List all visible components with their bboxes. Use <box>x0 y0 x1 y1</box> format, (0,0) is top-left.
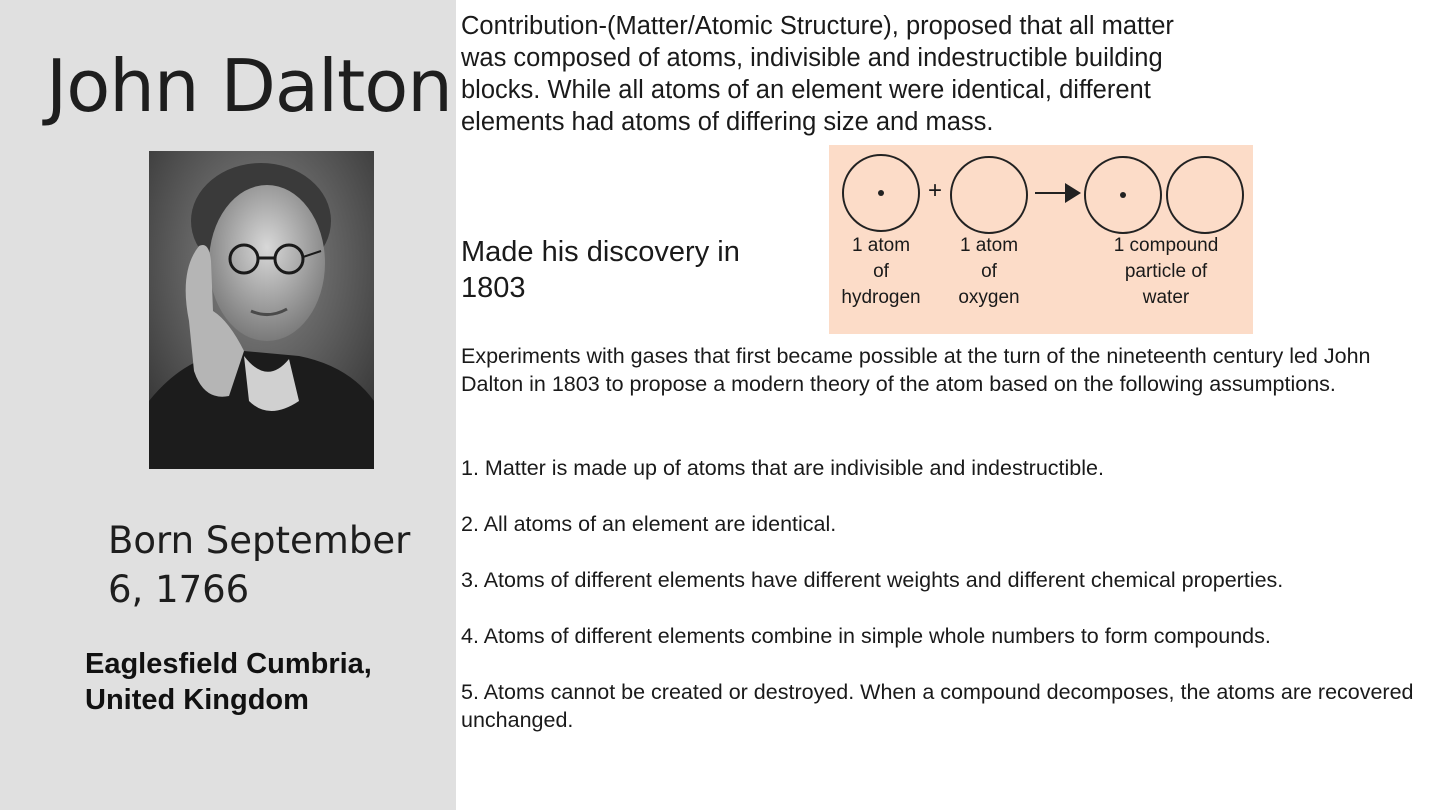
label-water: 1 compound particle of water <box>1113 235 1219 308</box>
hydrogen-nucleus <box>878 190 884 196</box>
intro-paragraph: Experiments with gases that first became possible at the turn of the nineteenth century led John Dalton in 1803 to propose a modern theory of the atom based on the following assumptions. <box>461 344 1371 396</box>
label-hydrogen: 1 atom of hydrogen <box>841 235 921 308</box>
birth-date: Born September 6, 1766 <box>108 519 411 611</box>
assumption-4: 4. Atoms of different elements combine in simple whole numbers to form compounds. <box>461 624 1271 648</box>
reaction-arrow-head <box>1065 183 1081 203</box>
portrait-illustration <box>149 151 374 469</box>
assumption-1: 1. Matter is made up of atoms that are indivisible and indestructible. <box>461 456 1104 480</box>
assumption-5: 5. Atoms cannot be created or destroyed. When a compound decomposes, the atoms are recovered unchanged. <box>461 680 1414 732</box>
assumption-2: 2. All atoms of an element are identical. <box>461 512 837 536</box>
water-hydrogen-nucleus <box>1120 192 1126 198</box>
atom-diagram <box>829 145 1253 334</box>
oxygen-atom <box>951 157 1027 233</box>
birthplace: Eaglesfield Cumbria, United Kingdom <box>85 648 372 716</box>
contribution-text: Contribution-(Matter/Atomic Structure), proposed that all matter was composed of atoms, indivisible and indestructible building blocks. While all atoms of an element were identical, different elements had atoms of differing size and mass. <box>461 12 1174 136</box>
left-panel <box>0 0 456 810</box>
assumption-3: 3. Atoms of different elements have different weights and different chemical properties. <box>461 568 1284 592</box>
label-oxygen: 1 atom of oxygen <box>958 235 1020 308</box>
page-title: John Dalton <box>46 44 452 128</box>
portrait-image <box>149 151 374 469</box>
water-oxygen-atom <box>1167 157 1243 233</box>
plus-symbol: + <box>927 177 942 204</box>
discovery-text: Made his discovery in 1803 <box>461 236 740 304</box>
